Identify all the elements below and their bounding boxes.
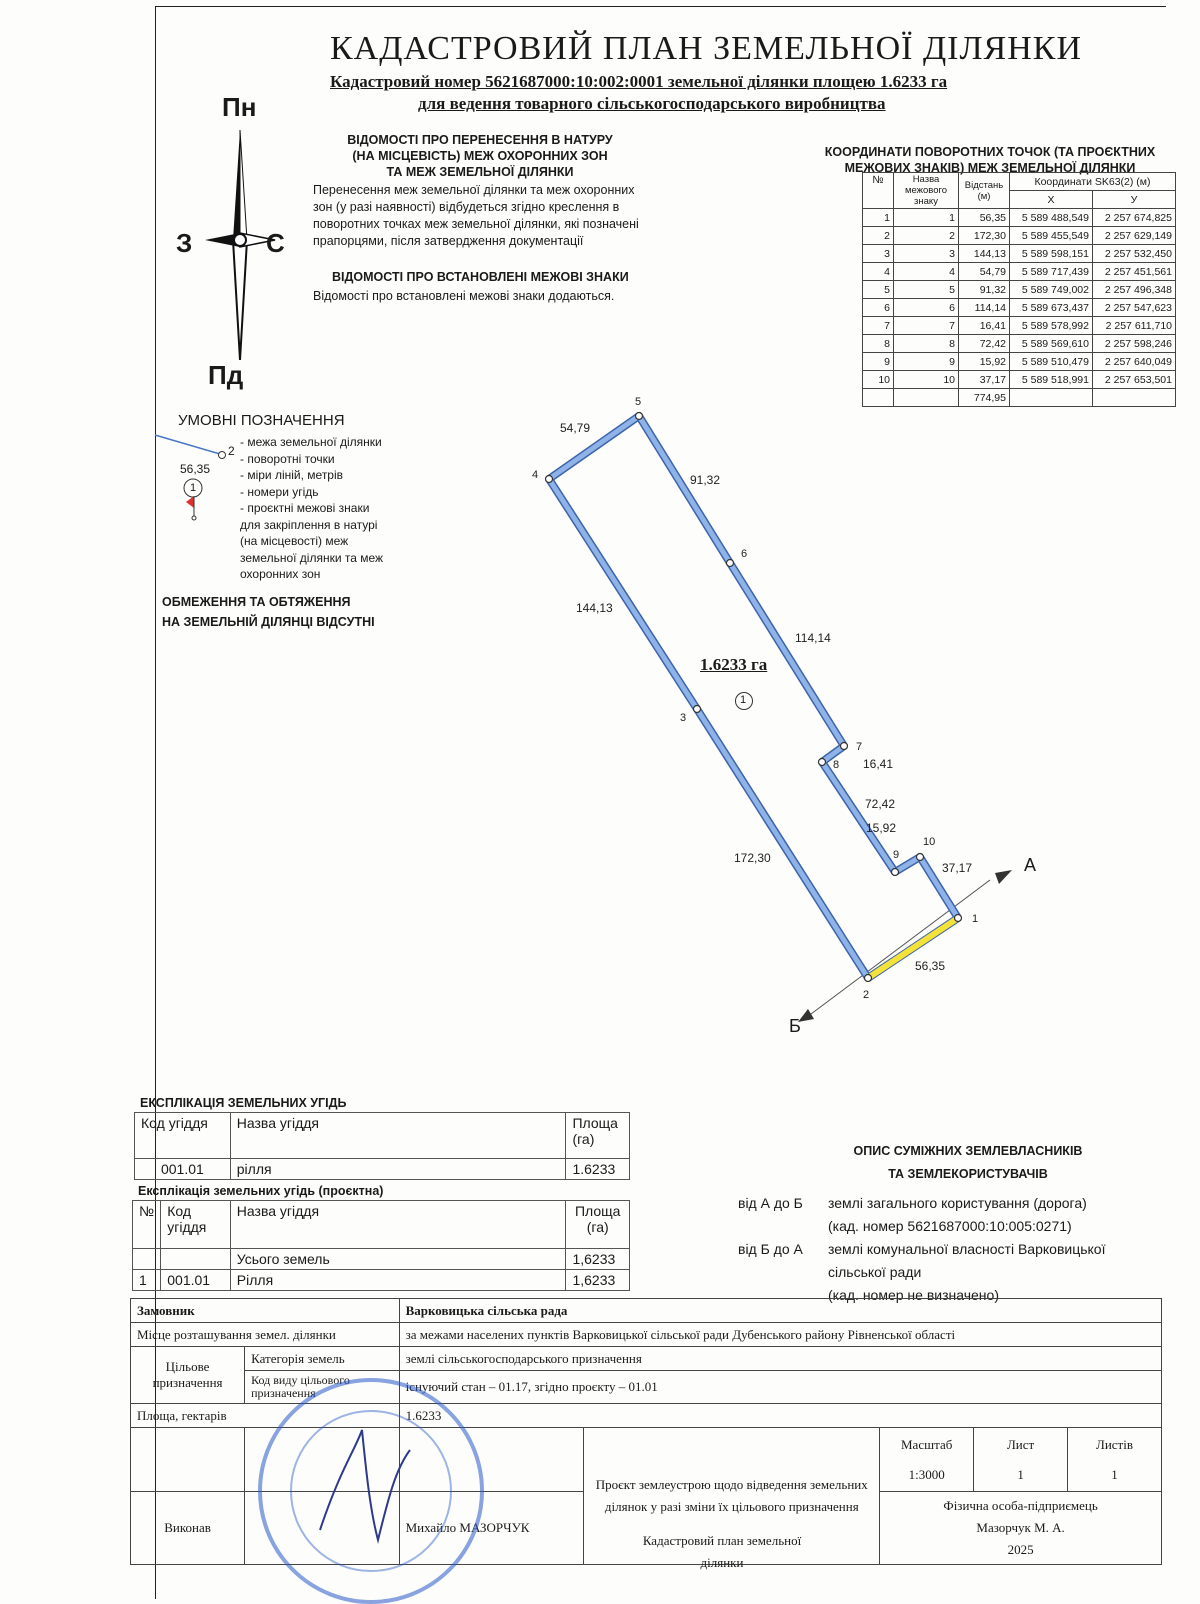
plot-parcel-number: 1 (740, 694, 747, 706)
segment-length-10: 37,17 (942, 861, 973, 875)
boundary-signs-heading: ВІДОМОСТІ ПРО ВСТАНОВЛЕНІ МЕЖОВІ ЗНАКИ (332, 270, 629, 284)
legend-heading: УМОВНІ ПОЗНАЧЕННЯ (178, 412, 345, 429)
explication-table: Код угіддя Назва угіддя Площа (га) 001.01 рілля 1.6233 (134, 1112, 630, 1180)
page-title: КАДАСТРОВИЙ ПЛАН ЗЕМЕЛЬНОЇ ДІЛЯНКИ (330, 30, 1083, 67)
turning-point-4 (546, 476, 553, 483)
plot-area-label: 1.6233 га (700, 655, 768, 674)
direction-line (807, 880, 990, 1017)
explication2-heading: Експлікація земельних угідь (проєктна) (138, 1184, 384, 1198)
explication2-table: № Код угіддя Назва угіддя Площа (га) Усього земель 1,6233 1 001.01 Рілля 1,6233 (132, 1200, 630, 1291)
coords-row: 10 10 37,17 5 589 518,991 2 257 653,501 (863, 371, 1176, 389)
neighbors-heading: ОПИС СУМІЖНИХ ЗЕМЛЕВЛАСНИКІВ ТА ЗЕМЛЕКОРИСТУВАЧІВ (853, 1144, 1083, 1181)
segment-length-5: 91,32 (690, 473, 721, 487)
purpose-line: для ведення товарного сільськогосподарського виробництва (418, 94, 886, 113)
transfer-heading: ВІДОМОСТІ ПРО ПЕРЕНЕСЕННЯ В НАТУРУ (НА МІСЦЕВІСТЬ) МЕЖ ОХОРОННИХ ЗОН ТА МЕЖ ЗЕМЕЛЬНОЇ ДІЛЯНКИ (347, 133, 613, 179)
segment-length-7: 16,41 (863, 757, 894, 771)
parcel-boundary (549, 416, 958, 978)
segment-length-4: 54,79 (560, 421, 591, 435)
turning-point-6 (727, 560, 734, 567)
coords-row: 3 3 144,13 5 589 598,151 2 257 532,450 (863, 245, 1176, 263)
neighbors-list: від А до Б землі загального користування (дорога) (кад. номер 5621687000:10:005:0271) від Б до А землі комунальної власності Варковицької сільської ради (кад. номер не визначено) (738, 1195, 1106, 1303)
coords-row: 2 2 172,30 5 589 455,549 2 257 629,149 (863, 227, 1176, 245)
segment-length-6: 114,14 (795, 631, 831, 645)
signature-mark (300, 1410, 430, 1570)
parcel-boundary-edge (549, 416, 958, 978)
turning-point-10 (917, 854, 924, 861)
segment-length-8: 72,42 (865, 797, 896, 811)
coords-row: 6 6 114,14 5 589 673,437 2 257 547,623 (863, 299, 1176, 317)
turning-point-8 (819, 759, 826, 766)
coords-total-row: 774,95 (863, 389, 1176, 407)
point-label-3: 3 (680, 712, 687, 724)
turning-point-1 (955, 915, 962, 922)
legend-sample-parcel: 1 (190, 482, 197, 494)
turning-point-2 (865, 975, 872, 982)
direction-b-label: Б (789, 1016, 801, 1036)
segment-length-9: 15,92 (866, 821, 897, 835)
point-label-9: 9 (893, 849, 900, 861)
arrow-a-icon (995, 870, 1012, 884)
turning-point-7 (841, 743, 848, 750)
turning-point-5 (636, 413, 643, 420)
coords-row: 1 1 56,35 5 589 488,549 2 257 674,825 (863, 209, 1176, 227)
legend-list: - межа земельної ділянки - поворотні точки - міри ліній, метрів - номери угідь - проєктні межові знаки для закріплення в натурі (на місцевості) меж земельної ділянки та меж охоронних зон (240, 435, 384, 581)
cadastral-number-line: Кадастровий номер 5621687000:10:002:0001 земельної ділянки площею 1.6233 га (330, 72, 948, 91)
compass-north-label: Пн (222, 92, 257, 122)
coords-row: 7 7 16,41 5 589 578,992 2 257 611,710 (863, 317, 1176, 335)
point-label-6: 6 (741, 548, 748, 560)
coords-row: 9 9 15,92 5 589 510,479 2 257 640,049 (863, 353, 1176, 371)
point-label-1: 1 (972, 913, 979, 925)
transfer-text: Перенесення меж земельної ділянки та меж охоронних зон (у разі наявності) відбудеться згідно креслення в поворотних точках меж земельної ділянки, які позначені прапорцями, після затвердження документації (313, 183, 639, 248)
explication-heading: ЕКСПЛІКАЦІЯ ЗЕМЕЛЬНИХ УГІДЬ (140, 1096, 347, 1110)
segment-length-1: 56,35 (915, 959, 946, 973)
coordinates-table: № Назва межового знаку Відстань (м) Координати SK63(2) (м) X У 1 1 56,35 5 589 488,549 2 257 674,825 2 2 172,30 5 589 455,549 2 257 629,149 3 3 144,13 5 589 598,151 2 257 532,450 4 4 54,79 5 589 717,439 2 257 451,561 5 5 91,32 5 589 749,002 2 257 496,348 6 6 114,14 5 589 673,437 2 257 547,623 7 7 16,41 5 589 578,992 2 257 611,710 8 8 72,42 5 589 569,610 2 257 598,246 9 9 15,92 5 589 510,479 2 257 640,049 10 10 37,17 5 589 518,991 2 257 653,501 774,95 (862, 172, 1176, 407)
segment-length-3: 144,13 (576, 601, 613, 615)
segment-length-2: 172,30 (734, 851, 771, 865)
compass-east-label: С (266, 228, 285, 258)
point-label-5: 5 (635, 396, 642, 408)
coords-row: 8 8 72,42 5 589 569,610 2 257 598,246 (863, 335, 1176, 353)
point-label-7: 7 (856, 741, 863, 753)
coords-row: 4 4 54,79 5 589 717,439 2 257 451,561 (863, 263, 1176, 281)
doc-name: Кадастровий план земельної ділянки (642, 1533, 802, 1570)
turning-point-9 (892, 869, 899, 876)
compass-west-label: З (176, 228, 193, 258)
restrictions-note: ОБМЕЖЕННЯ ТА ОБТЯЖЕННЯ НА ЗЕМЕЛЬНІЙ ДІЛЯНЦІ ВІДСУТНІ (162, 595, 375, 629)
legend-sample-point: 2 (228, 444, 235, 458)
point-label-10: 10 (923, 836, 936, 848)
coords-row: 5 5 91,32 5 589 749,002 2 257 496,348 (863, 281, 1176, 299)
point-label-4: 4 (532, 469, 539, 481)
title-block: Замовник Варковицька сільська рада Місце розташування земел. ділянки за межами населених пунктів Варковицької сільської ради Дубенського району Рівненської області Цільове призначення Категорія земель землі сільськогосподарського призначення Код виду цільового призначення існуючий стан – 01.17, згідно проєкту – 01.01 Площа, гектарів 1.6233 Проєкт землеустрою щодо відведення земельних ділянок у разі зміни їх цільового призначення Масштаб 1:3000 Лист 1 Листів 1 Виконав Михайло МАЗОРЧУК Фізична особа-підприємець Мазорчук М. А. 2025 (130, 1298, 1162, 1565)
point-label-2: 2 (863, 989, 870, 1001)
coords-heading: КООРДИНАТИ ПОВОРОТНИХ ТОЧОК (ТА ПРОЄКТНИХ МЕЖОВИХ ЗНАКІВ) МЕЖ ЗЕМЕЛЬНОЇ ДІЛЯНКИ (824, 145, 1156, 175)
compass-south-label: Пд (208, 360, 244, 390)
point-label-8: 8 (833, 759, 840, 771)
boundary-signs-text: Відомості про встановлені межові знаки додаються. (313, 289, 615, 303)
turning-point-3 (694, 706, 701, 713)
legend-sample-length: 56,35 (180, 462, 211, 476)
direction-a-label: А (1024, 855, 1037, 875)
